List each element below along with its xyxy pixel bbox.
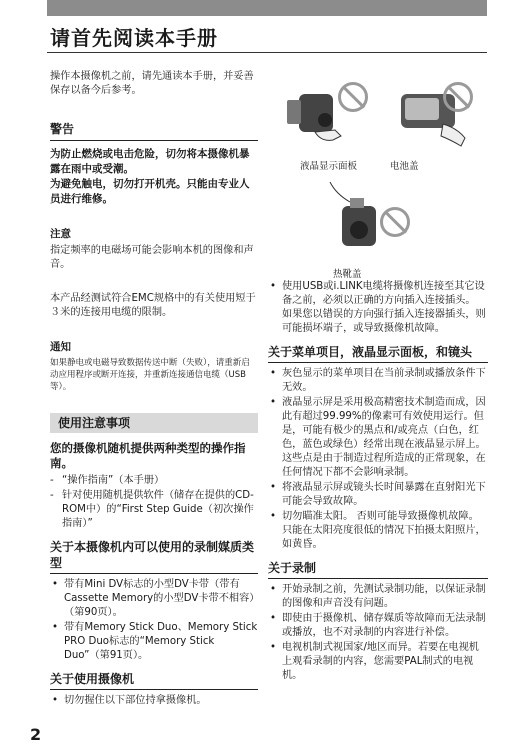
list-item: • 切勿握住以下部位持拿摄像机。: [52, 695, 207, 706]
rec-heading: 关于录制: [268, 560, 488, 579]
list-item: • 将液晶显示屏或镜头长时间暴露在直射阳光下可能会导致故障。: [270, 482, 486, 507]
header-bar: [47, 0, 487, 16]
use-heading: 关于使用摄像机: [50, 671, 258, 690]
lcd-list: [268, 367, 488, 552]
list-item: • 液晶显示屏是采用极高精密技术制造而成，因此有超过99.99%的像素可有效使用运行。但是，可能有极少的黑点和/或亮点（白色，红色，蓝色或绿色）经常出现在液晶显示屏上。这些点是由于制造过程所造成的正常现象，在任何情况下都不会影响录制。: [270, 397, 486, 478]
jack-cover-label: 热靴盖: [333, 269, 362, 280]
rec-list: [268, 583, 488, 683]
warning-block: [50, 147, 258, 207]
list-item: • 切勿瞄准太阳。 否则可能导致摄像机故障。 只能在太阳亮度很低的情况下拍摄太阳照片，如黄昏。: [270, 511, 486, 550]
list-item: - “操作指南”（本手册）: [50, 475, 165, 486]
notice-heading: 通知: [50, 341, 71, 353]
caution-text: 指定频率的电磁场可能会影响本机的图像和声音。: [50, 245, 254, 270]
media-heading: 关于本摄像机内可以使用的录制媒质类型: [50, 539, 258, 574]
usb-list: [268, 280, 488, 336]
prohibited-icon: [338, 82, 368, 112]
page-number: 2: [30, 725, 42, 744]
page-title: 请首先阅读本手册: [50, 26, 218, 50]
notice-text: 如果静电或电磁导致数据传送中断（失败），请重新启动应用程序或断开连接，并重新连接通信电缆（USB等）。: [50, 358, 250, 392]
media-list: [50, 578, 258, 663]
warning-text-2: 为避免触电，切勿打开机壳。只能由专业人员进行维修。: [50, 178, 250, 205]
warning-text-1: 为防止燃烧或电击危险，切勿将本摄像机暴露在雨中或受潮。: [50, 148, 250, 175]
caution-heading: 注意: [50, 228, 71, 240]
left-column: [50, 70, 258, 709]
manuals-heading: 您的摄像机随机提供两种类型的操作指南。: [50, 441, 246, 470]
use-list: [50, 694, 258, 708]
list-item: • 灰色显示的菜单项目在当前录制或播放条件下无效。: [270, 368, 486, 393]
list-item: • 带有Memory Stick Duo、Memory Stick PRO Duo标志的“Memory Stick Duo”（第91页）。: [52, 622, 258, 661]
list-item: • 带有Mini DV标志的小型DV卡带（带有Cassette Memory的小型DV卡带不相容）（第90页）。: [52, 579, 255, 618]
lcd-heading: 关于菜单项目，液晶显示面板，和镜头: [268, 344, 488, 363]
intro-text: 操作本摄像机之前，请先通读本手册，并妥善保存以备今后参考。: [50, 71, 254, 96]
emc-text: 本产品经测试符合EMC规格中的有关使用短于３米的连接用电缆的限制。: [50, 293, 256, 318]
list-item: • 使用USB或i.LINK电缆将摄像机连接至其它设备之前，必须以正确的方向插入连接插头。 如果您以错误的方向强行插入连接器插头，则可能损坏端子，或导致摄像机故障。: [270, 281, 486, 334]
list-item: • 电视机制式视国家/地区而异。若要在电视机上观看录制的内容，您需要PAL制式的电视机。: [270, 642, 479, 681]
battery-cover-label: 电池盖: [390, 161, 419, 172]
title-rule: [47, 52, 487, 53]
lcd-panel-label: 液晶显示面板: [300, 161, 358, 172]
list-item: • 即使由于摄像机、储存媒质等故障而无法录制或播放，也不对录制的内容进行补偿。: [270, 613, 486, 638]
manuals-list: [50, 474, 258, 531]
prohibited-icon: [443, 82, 473, 112]
warning-heading: 警告: [50, 122, 258, 141]
prohibited-icon: [380, 207, 410, 237]
right-column: [268, 280, 488, 684]
list-item: • 开始录制之前，先测试录制功能，以保证录制的图像和声音没有问题。: [270, 584, 486, 609]
list-item: - 针对使用随机提供软件（储存在提供的CD-ROM中）的“First Step Guide（初次操作指南）”: [50, 490, 254, 529]
precautions-band: 使用注意事项: [50, 413, 258, 433]
